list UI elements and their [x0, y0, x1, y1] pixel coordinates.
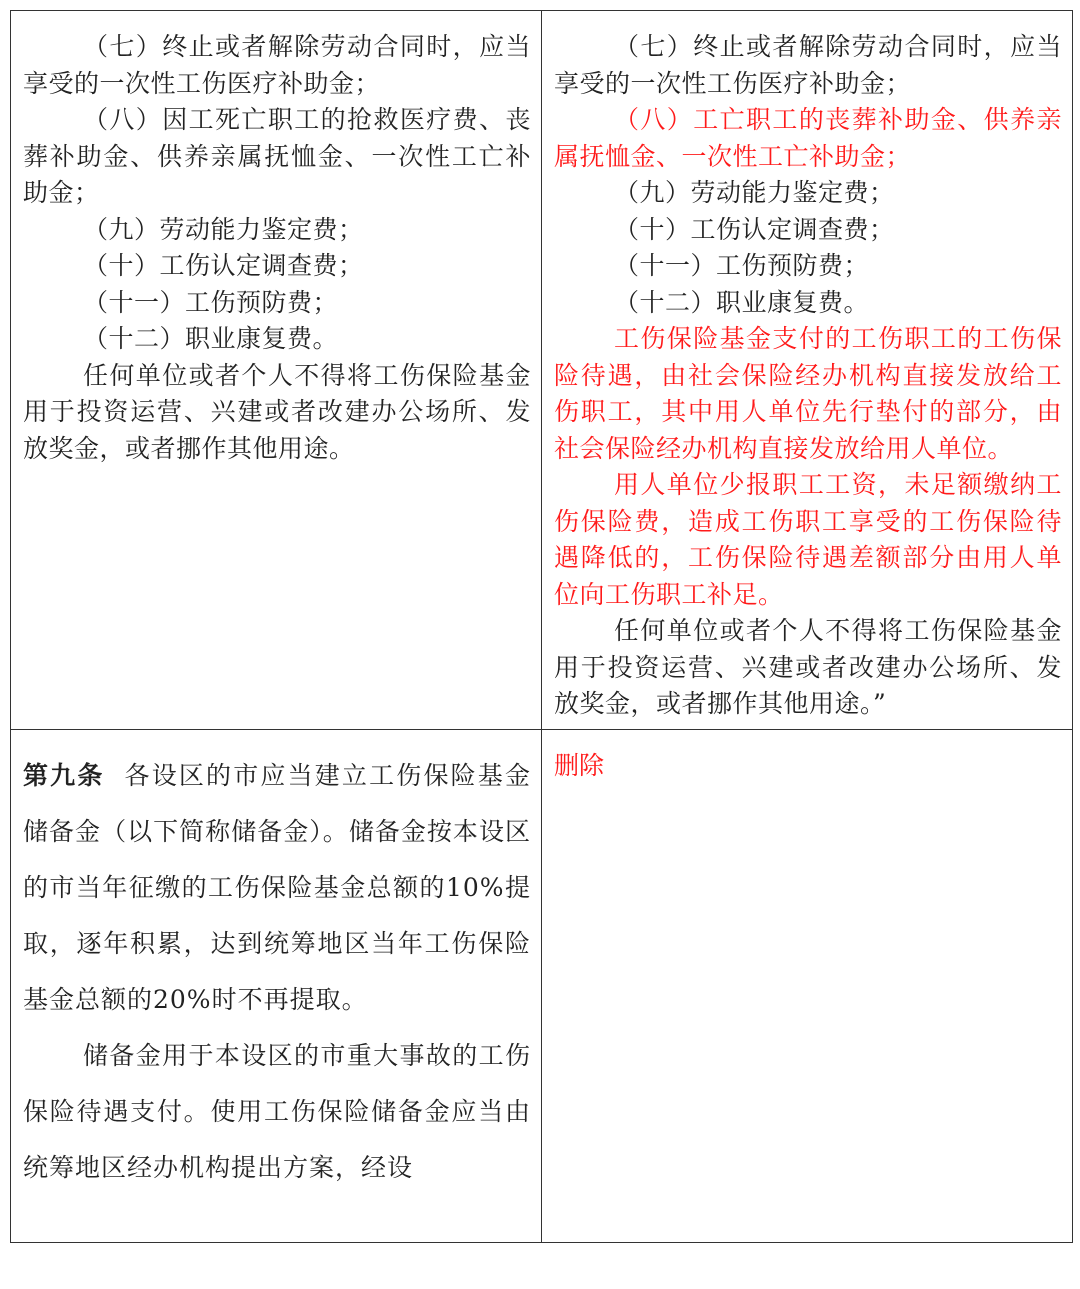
- article-9-paragraph-1: [23, 748, 531, 1028]
- original-text-cell: [11, 11, 542, 730]
- right-item-10: （十）工伤认定调查费；: [614, 214, 895, 244]
- comparison-table: [10, 10, 1073, 1243]
- table-row: [11, 730, 1073, 1243]
- table-row: [11, 11, 1073, 730]
- article-9-title: 第九条: [23, 761, 105, 790]
- article-9-paragraph-2: 储备金用于本设区的市重大事故的工伤保险待遇支付。使用工伤保险储备金应当由统筹地区经办机构提出方案，经设: [23, 1041, 531, 1182]
- article-9-text-1: 各设区的市应当建立工伤保险基金储备金（以下简称储备金）。储备金按本设区的市当年征缴的工伤保险基金总额的10%提取，逐年积累，达到统筹地区当年工伤保险基金总额的20%时不再提取。: [23, 761, 531, 1014]
- right-added-paragraph-1: 工伤保险基金支付的工伤职工的工伤保险待遇，由社会保险经办机构直接发放给工伤职工，其中用人单位先行垫付的部分，由社会保险经办机构直接发放给用人单位。: [554, 324, 1062, 463]
- left-item-12: （十二）职业康复费。: [83, 324, 339, 353]
- right-item-7: （七）终止或者解除劳动合同时，应当享受的一次性工伤医疗补助金；: [554, 32, 1062, 98]
- article-9-original-cell: [11, 730, 542, 1243]
- right-item-9: （九）劳动能力鉴定费；: [614, 178, 895, 207]
- right-added-paragraph-2: 用人单位少报职工工资，未足额缴纳工伤保险费，造成工伤职工享受的工伤保险待遇降低的，工伤保险待遇差额部分由用人单位向工伤职工补足。: [554, 470, 1062, 609]
- article-9-revised-cell: [542, 730, 1073, 1243]
- left-item-9: （九）劳动能力鉴定费；: [83, 214, 364, 244]
- left-item-7: （七）终止或者解除劳动合同时，应当享受的一次性工伤医疗补助金；: [23, 32, 531, 98]
- left-item-8: （八）因工死亡职工的抢救医疗费、丧葬补助金、供养亲属抚恤金、一次性工亡补助金；: [23, 105, 531, 207]
- revised-text-cell: [542, 11, 1073, 730]
- right-item-11: （十一）工伤预防费；: [614, 251, 870, 280]
- right-item-8-revised: （八）工亡职工的丧葬补助金、供养亲属抚恤金、一次性工亡补助金；: [554, 105, 1062, 171]
- left-closing-paragraph: 任何单位或者个人不得将工伤保险基金用于投资运营、兴建或者改建办公场所、发放奖金，或者挪作其他用途。: [23, 360, 531, 463]
- left-item-11: （十一）工伤预防费；: [83, 287, 339, 317]
- deleted-label: 删除: [554, 751, 605, 780]
- left-item-10: （十）工伤认定调查费；: [83, 251, 364, 280]
- right-closing-paragraph: 任何单位或者个人不得将工伤保险基金用于投资运营、兴建或者改建办公场所、发放奖金，或者挪作其他用途。”: [554, 616, 1062, 718]
- right-item-12: （十二）职业康复费。: [614, 287, 870, 317]
